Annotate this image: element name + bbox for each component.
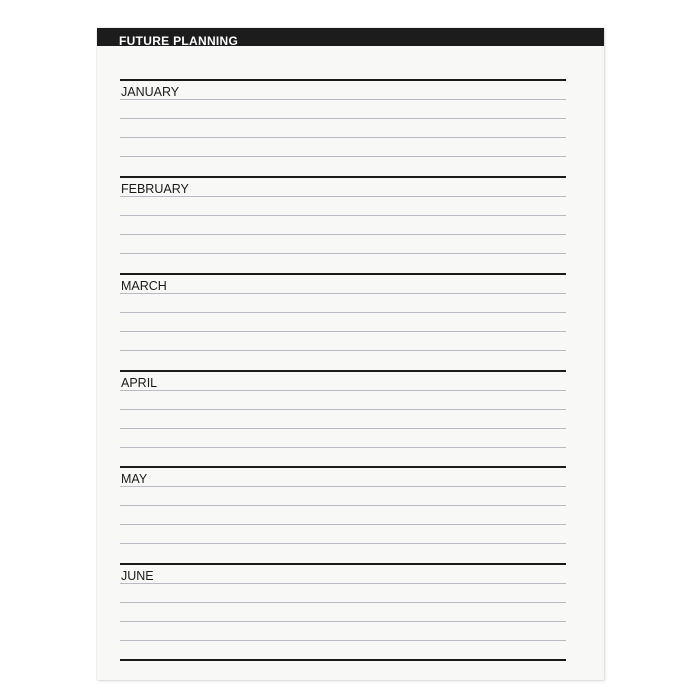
writing-line [120, 99, 566, 100]
writing-line [120, 447, 566, 448]
month-rule [120, 563, 566, 565]
writing-line [120, 253, 566, 254]
writing-line [120, 215, 566, 216]
month-rule [120, 466, 566, 468]
month-section-may [120, 466, 566, 562]
month-section-april [120, 370, 566, 466]
writing-line [120, 602, 566, 603]
writing-line [120, 486, 566, 487]
month-rule [120, 176, 566, 178]
writing-line [120, 118, 566, 119]
writing-line [120, 350, 566, 351]
bottom-rule [120, 659, 566, 661]
page-title: FUTURE PLANNING [119, 34, 239, 48]
month-rule [120, 79, 566, 81]
month-rule [120, 370, 566, 372]
writing-line [120, 390, 566, 391]
writing-line [120, 524, 566, 525]
writing-line [120, 196, 566, 197]
writing-line [120, 543, 566, 544]
writing-line [120, 621, 566, 622]
writing-line [120, 156, 566, 157]
writing-line [120, 409, 566, 410]
writing-line [120, 137, 566, 138]
month-rule [120, 273, 566, 275]
month-label: APRIL [121, 376, 158, 390]
month-section-march [120, 273, 566, 369]
month-label: FEBRUARY [121, 182, 189, 196]
month-section-january [120, 79, 566, 175]
writing-line [120, 583, 566, 584]
writing-line [120, 312, 566, 313]
month-section-june [120, 563, 566, 659]
writing-line [120, 331, 566, 332]
month-section-february [120, 176, 566, 272]
writing-line [120, 293, 566, 294]
planner-page [97, 28, 604, 680]
header-bar [97, 28, 604, 46]
writing-line [120, 640, 566, 641]
month-label: JANUARY [121, 85, 180, 99]
month-label: JUNE [121, 569, 154, 583]
month-label: MARCH [121, 279, 167, 293]
month-label: MAY [121, 472, 148, 486]
writing-line [120, 428, 566, 429]
writing-line [120, 234, 566, 235]
writing-line [120, 505, 566, 506]
